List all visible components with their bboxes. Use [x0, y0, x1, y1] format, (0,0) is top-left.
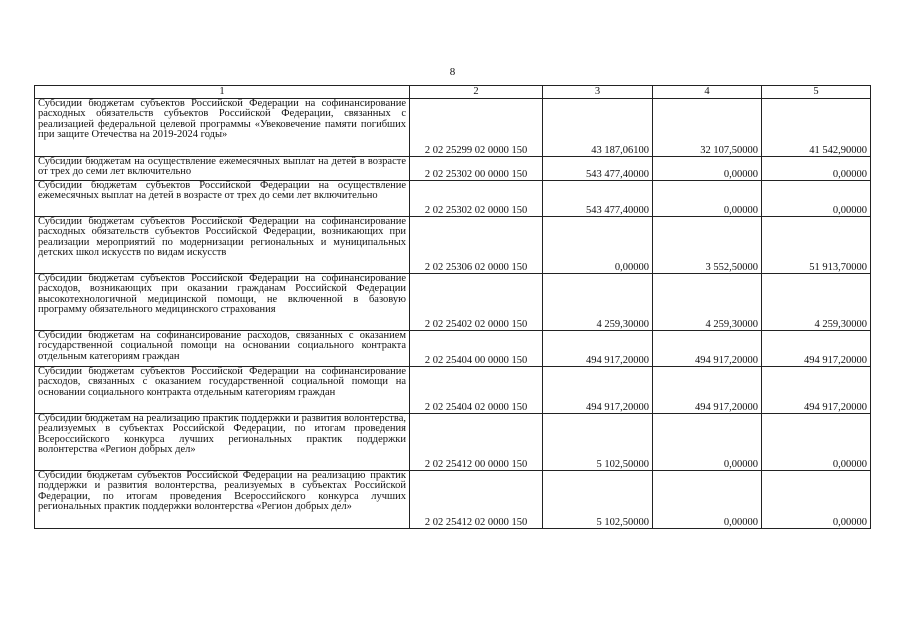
- row-amount-col4: 494 917,20000: [653, 331, 762, 367]
- row-budget-code: 2 02 25412 02 0000 150: [410, 471, 543, 529]
- table-row: [35, 274, 871, 331]
- row-description: Субсидии бюджетам субъектов Российской Федерации на осуществление ежемесячных выплат на детей в возрасте от трех до семи лет включительно: [35, 181, 410, 217]
- row-amount-col4: 4 259,30000: [653, 274, 762, 331]
- row-amount-col5: 51 913,70000: [762, 217, 871, 274]
- row-budget-code: 2 02 25302 02 0000 150: [410, 181, 543, 217]
- column-header-2: 2: [410, 86, 543, 99]
- row-amount-col4: 3 552,50000: [653, 217, 762, 274]
- row-description: Субсидии бюджетам на софинансирование расходов, связанных с оказанием государственной социальной помощи на основании социального контракта отдельным категориям граждан: [35, 331, 410, 367]
- table-row: [35, 331, 871, 367]
- row-amount-col5: 494 917,20000: [762, 367, 871, 414]
- row-budget-code: 2 02 25402 02 0000 150: [410, 274, 543, 331]
- row-amount-col5: 0,00000: [762, 157, 871, 181]
- row-description: Субсидии бюджетам субъектов Российской Федерации на софинансирование расходных обязательств субъектов Российской Федерации, возникающих при реализации мероприятий по модернизации региональных и муниципальных детских школ искусств по видам искусств: [35, 217, 410, 274]
- row-budget-code: 2 02 25404 02 0000 150: [410, 367, 543, 414]
- table-row: [35, 367, 871, 414]
- row-amount-col5: 494 917,20000: [762, 331, 871, 367]
- table-row: [35, 99, 871, 157]
- row-budget-code: 2 02 25412 00 0000 150: [410, 414, 543, 471]
- row-amount-col3: 543 477,40000: [543, 157, 653, 181]
- row-amount-col3: 5 102,50000: [543, 471, 653, 529]
- row-amount-col4: 0,00000: [653, 181, 762, 217]
- row-description: Субсидии бюджетам субъектов Российской Федерации на софинансирование расходов, возникающих при оказании гражданам Российской Федерации высокотехнологичной медицинской помощи, не включенной в базовую программу обязательного медицинского страхования: [35, 274, 410, 331]
- budget-revenue-table: [34, 85, 871, 529]
- row-budget-code: 2 02 25404 00 0000 150: [410, 331, 543, 367]
- row-budget-code: 2 02 25299 02 0000 150: [410, 99, 543, 157]
- row-amount-col5: 4 259,30000: [762, 274, 871, 331]
- row-amount-col3: 43 187,06100: [543, 99, 653, 157]
- row-amount-col4: 32 107,50000: [653, 99, 762, 157]
- table-row: [35, 217, 871, 274]
- table-row: [35, 157, 871, 181]
- row-amount-col5: 0,00000: [762, 414, 871, 471]
- table-row: [35, 414, 871, 471]
- table-header-row: [35, 86, 871, 99]
- row-amount-col4: 0,00000: [653, 471, 762, 529]
- row-description: Субсидии бюджетам субъектов Российской Федерации на реализацию практик поддержки и развития волонтерства, реализуемых в субъектах Российской Федерации, по итогам проведения Всероссийского конкурса лучших региональных практик поддержки волонтерства «Регион добрых дел»: [35, 471, 410, 529]
- row-amount-col4: 494 917,20000: [653, 367, 762, 414]
- row-description: Субсидии бюджетам на реализацию практик поддержки и развития волонтерства, реализуемых в субъектах Российской Федерации, по итогам проведения Всероссийского конкурса лучших региональных практик поддержки волонтерства «Регион добрых дел»: [35, 414, 410, 471]
- row-amount-col3: 494 917,20000: [543, 331, 653, 367]
- page-number: 8: [449, 66, 456, 78]
- row-budget-code: 2 02 25302 00 0000 150: [410, 157, 543, 181]
- column-header-1: 1: [35, 86, 410, 99]
- row-amount-col5: 41 542,90000: [762, 99, 871, 157]
- row-amount-col3: 494 917,20000: [543, 367, 653, 414]
- row-amount-col3: 543 477,40000: [543, 181, 653, 217]
- column-header-4: 4: [653, 86, 762, 99]
- row-amount-col5: 0,00000: [762, 471, 871, 529]
- row-amount-col3: 4 259,30000: [543, 274, 653, 331]
- table-row: [35, 471, 871, 529]
- column-header-5: 5: [762, 86, 871, 99]
- row-amount-col4: 0,00000: [653, 157, 762, 181]
- row-description: Субсидии бюджетам субъектов Российской Федерации на софинансирование расходных обязательств субъектов Российской Федерации, связанных с реализацией федеральной целевой программы «Увековечение памяти погибших при защите Отечества на 2019-2024 годы»: [35, 99, 410, 157]
- row-amount-col5: 0,00000: [762, 181, 871, 217]
- row-description: Субсидии бюджетам на осуществление ежемесячных выплат на детей в возрасте от трех до семи лет включительно: [35, 157, 410, 181]
- row-budget-code: 2 02 25306 02 0000 150: [410, 217, 543, 274]
- row-amount-col3: 0,00000: [543, 217, 653, 274]
- row-description: Субсидии бюджетам субъектов Российской Федерации на софинансирование расходов, связанных с оказанием государственной социальной помощи на основании социального контракта отдельным категориям граждан: [35, 367, 410, 414]
- row-amount-col3: 5 102,50000: [543, 414, 653, 471]
- column-header-3: 3: [543, 86, 653, 99]
- row-amount-col4: 0,00000: [653, 414, 762, 471]
- table-row: [35, 181, 871, 217]
